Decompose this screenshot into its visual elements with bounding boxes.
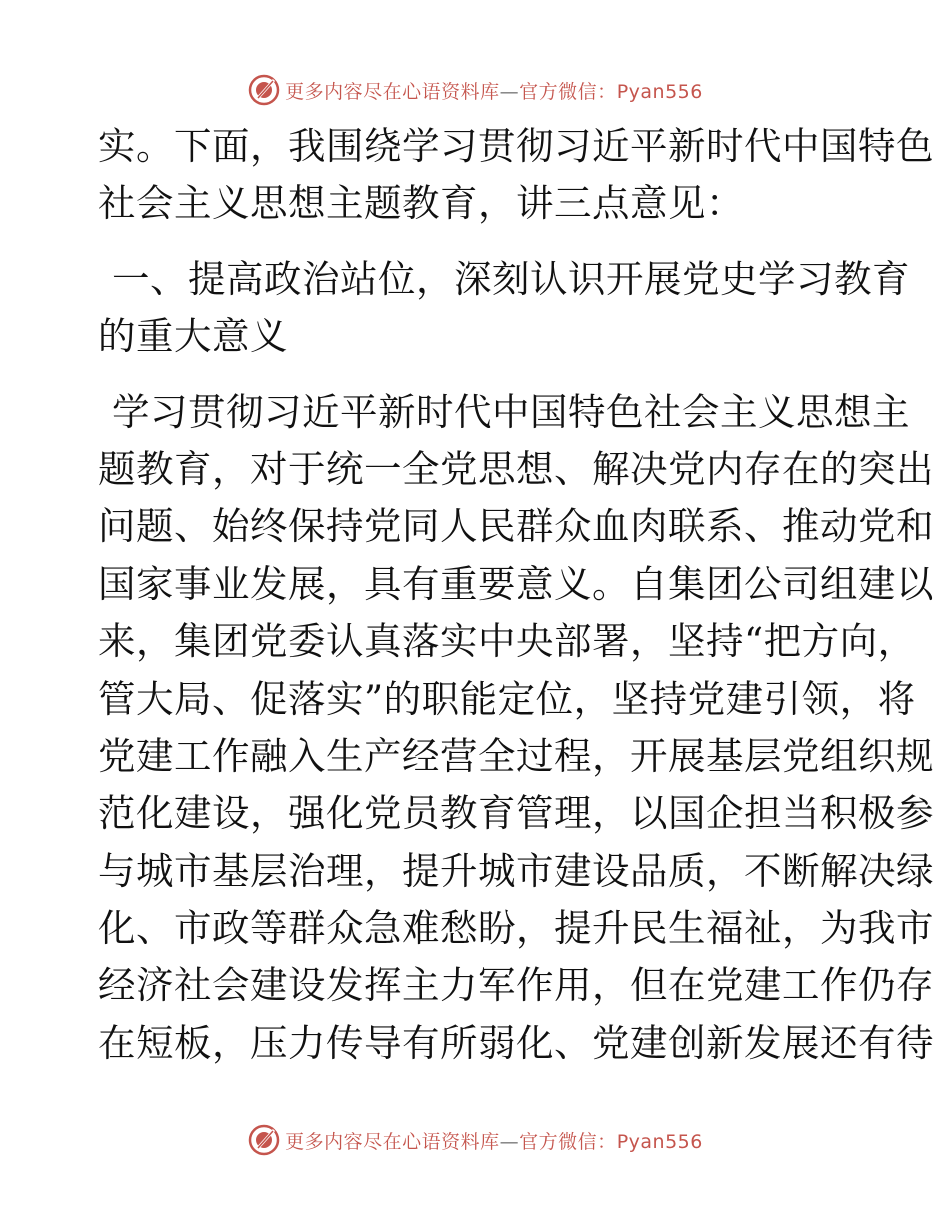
section-heading — [98, 251, 910, 366]
text-line: 实。下面，我围绕学习贯彻习近平新时代中国特色 — [98, 124, 934, 168]
watermark-separator: — — [499, 80, 520, 103]
text-line: 化、市政等群众急难愁盼，提升民生福祉，为我市 — [98, 906, 934, 951]
text-line: 国家事业发展，具有重要意义。自集团公司组建以 — [98, 561, 934, 606]
text-line: 社会主义思想主题教育，讲三点意见： — [98, 181, 744, 226]
watermark-brand: 更多内容尽在心语资料库 — [285, 80, 500, 103]
text-line: 一、提高政治站位，深刻认识开展党史学习教育 — [112, 256, 910, 301]
watermark-contact-label: 官方微信： — [519, 80, 617, 103]
watermark-text — [285, 1127, 703, 1154]
text-line: 的重大意义 — [98, 314, 288, 359]
text-line: 管大局、促落实”的职能定位，坚持党建引领，将 — [98, 676, 916, 721]
watermark-brand: 更多内容尽在心语资料库 — [285, 1130, 500, 1153]
pen-seal-logo-icon — [247, 73, 281, 107]
header-watermark — [0, 70, 950, 110]
watermark-text — [285, 77, 703, 104]
footer-watermark — [0, 1120, 950, 1160]
text-line: 题教育，对于统一全党思想、解决党内存在的突出 — [98, 446, 934, 491]
watermark-contact-value: Pyan556 — [616, 80, 703, 103]
watermark-separator: — — [499, 1130, 520, 1153]
watermark-contact-value: Pyan556 — [616, 1130, 703, 1153]
paragraph-intro — [98, 118, 934, 233]
pen-seal-logo-icon — [247, 1123, 281, 1157]
watermark-contact-label: 官方微信： — [519, 1130, 617, 1153]
paragraph-body — [98, 384, 934, 1073]
text-line: 问题、始终保持党同人民群众血肉联系、推动党和 — [98, 504, 934, 549]
text-line: 党建工作融入生产经营全过程，开展基层党组织规 — [98, 733, 934, 778]
text-line: 范化建设，强化党员教育管理，以国企担当积极参 — [98, 791, 934, 836]
text-line: 经济社会建设发挥主力军作用，但在党建工作仍存 — [98, 963, 934, 1008]
document-body — [98, 118, 934, 1072]
text-line: 学习贯彻习近平新时代中国特色社会主义思想主 — [112, 389, 910, 434]
text-line: 来，集团党委认真落实中央部署，坚持“把方向， — [98, 619, 916, 664]
text-line: 与城市基层治理，提升城市建设品质，不断解决绿 — [98, 848, 934, 893]
text-line: 在短板，压力传导有所弱化、党建创新发展还有待 — [98, 1020, 934, 1065]
